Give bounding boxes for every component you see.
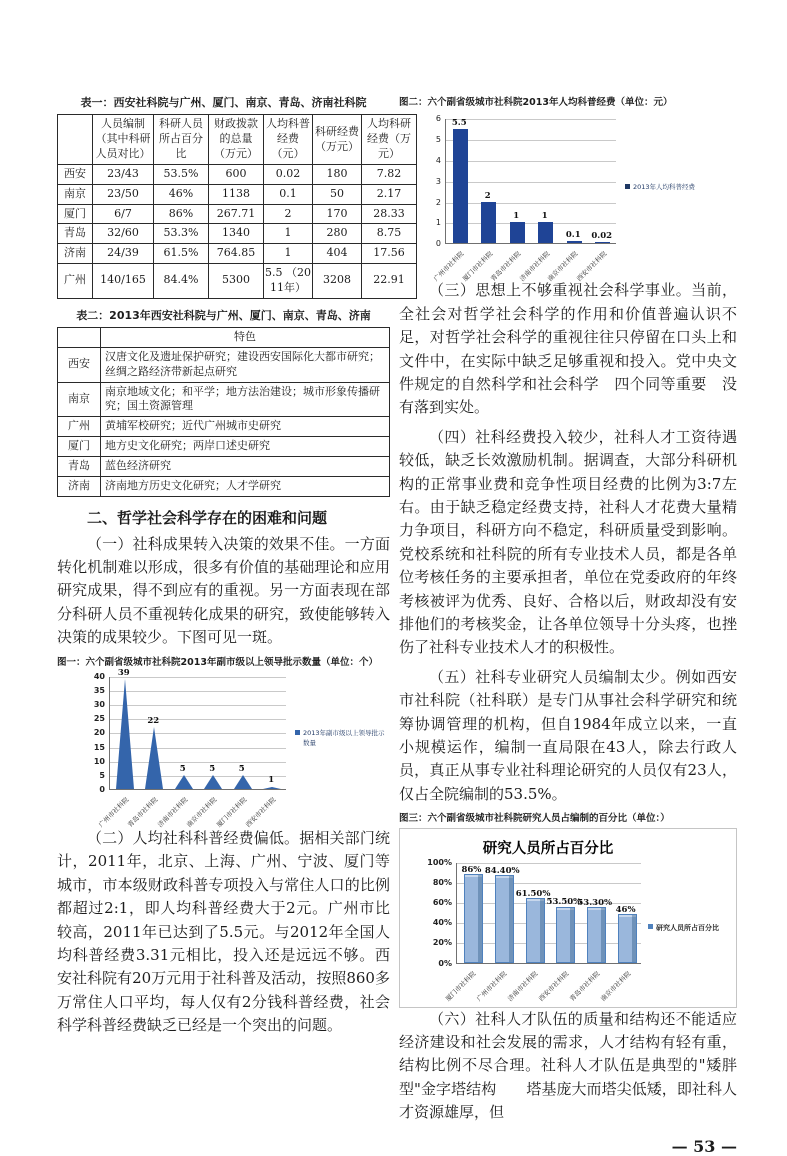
left-column bbox=[57, 96, 411, 1044]
row-city-cell: 厦门 bbox=[58, 204, 93, 224]
gridline bbox=[457, 923, 641, 924]
bar bbox=[587, 907, 606, 963]
table-row bbox=[58, 382, 390, 417]
bar bbox=[567, 241, 582, 243]
x-axis-label: 广州市社科院 bbox=[475, 969, 509, 1003]
row-city-cell: 厦门 bbox=[58, 437, 101, 457]
table-row bbox=[58, 244, 417, 264]
table-row bbox=[58, 184, 417, 204]
value-label: 46% bbox=[615, 905, 636, 916]
paragraph-4: （四）社科经费投入较少，社科人才工资待遇较低，缺乏长效激励机制。据调查，大部分科研机构的正常事业费和竞争性项目经费的比例为3:7左右。由于缺乏稳定经费支持，社科人才花费大量精力争项目，科研方向不稳定，科研质量受到影响。党校系统和社科院的所有专业技术人员，都是各单位考核任务的主要承担者，单位在党委政府的年终考核被评为优秀、良好、合格以后，财政却没有安排他们的考核奖金，让各单位领导十分头疼，也挫伤了社科专业技术人才的积极性。 bbox=[399, 427, 737, 657]
gridline bbox=[110, 748, 286, 749]
cone-bar bbox=[263, 787, 281, 789]
table-cell: 280 bbox=[313, 224, 362, 244]
feature-cell: 汉唐文化及遗址保护研究；建设西安国际化大都市研究；丝绸之路经济带新起点研究 bbox=[101, 347, 390, 382]
table-cell: 1138 bbox=[209, 184, 264, 204]
x-axis-label: 南京市社科院 bbox=[598, 969, 632, 1003]
x-axis-label: 南京市社科院 bbox=[546, 250, 580, 284]
table-cell: 6/7 bbox=[93, 204, 154, 224]
section-heading: 二、哲学社会科学存在的困难和问题 bbox=[87, 508, 328, 527]
table-cell: 267.71 bbox=[209, 204, 264, 224]
x-axis-label: 厦门市社科院 bbox=[460, 250, 495, 284]
x-axis-label: 厦门市社科院 bbox=[444, 969, 478, 1003]
legend-marker-icon bbox=[648, 924, 653, 929]
bar bbox=[464, 874, 483, 963]
table-cell: 8.75 bbox=[362, 224, 417, 244]
y-axis-tick-label: 3 bbox=[435, 176, 441, 186]
table-row bbox=[58, 204, 417, 224]
table-row bbox=[58, 417, 390, 437]
y-axis-tick-label: 40 bbox=[93, 671, 105, 681]
table-cell: 53.5% bbox=[154, 164, 209, 184]
table1-column-header bbox=[58, 115, 93, 165]
x-axis-label: 南京市社科院 bbox=[185, 795, 219, 829]
feature-cell: 济南地方历史文化研究；人才学研究 bbox=[101, 476, 390, 496]
value-label: 39 bbox=[117, 667, 130, 678]
table-cell: 0.1 bbox=[264, 184, 313, 204]
y-axis-tick-label: 1 bbox=[435, 218, 441, 228]
table-row bbox=[58, 456, 390, 476]
y-axis-tick-label: 0% bbox=[438, 958, 452, 968]
value-label: 53.30% bbox=[577, 897, 613, 908]
y-axis-tick-label: 5 bbox=[435, 135, 441, 145]
x-axis-label: 青岛市社科院 bbox=[489, 250, 523, 284]
figure2-caption: 图二：六个副省级城市社科院2013年人均科普经费（单位：元） bbox=[399, 97, 673, 108]
row-city-cell: 济南 bbox=[58, 476, 101, 496]
figure3-legend bbox=[648, 923, 732, 934]
table-cell: 180 bbox=[313, 164, 362, 184]
y-axis-tick-label: 0 bbox=[435, 239, 441, 249]
value-label: 86% bbox=[461, 864, 482, 875]
value-label: 1 bbox=[513, 211, 520, 222]
row-city-cell: 济南 bbox=[58, 244, 93, 264]
table-row bbox=[58, 224, 417, 244]
table-row bbox=[58, 164, 417, 184]
table-cell: 53.3% bbox=[154, 224, 209, 244]
gridline bbox=[110, 705, 286, 706]
value-label: 61.50% bbox=[515, 889, 551, 900]
row-city-cell: 南京 bbox=[58, 382, 101, 417]
page-number: — 53 — bbox=[671, 1136, 737, 1156]
value-label: 1 bbox=[541, 211, 548, 222]
plot-area bbox=[445, 119, 616, 244]
paragraph-5: （五）社科专业研究人员编制太少。例如西安市社科院（社科联）是专门从事社会科学研究和统筹协调管理的机构，但自1984年成立以来，一直小规模运作，编制一直局限在43人，除去行政人员，真正从事专业社科理论研究的人员仅有23人，仅占全院编制的53.5%。 bbox=[399, 667, 737, 803]
row-city-cell: 青岛 bbox=[58, 224, 93, 244]
figure2-legend bbox=[625, 183, 729, 193]
figure2-chart bbox=[399, 111, 737, 284]
value-label: 5 bbox=[209, 763, 216, 774]
legend-marker-icon bbox=[625, 184, 630, 189]
y-axis-tick-label: 40% bbox=[432, 918, 452, 928]
y-axis-tick-label: 100% bbox=[427, 857, 452, 867]
table-cell: 2.17 bbox=[362, 184, 417, 204]
bar bbox=[453, 129, 468, 244]
legend-label: 2013年副市级以上领导批示数量 bbox=[303, 728, 385, 747]
x-axis-label: 西安市社科院 bbox=[537, 969, 571, 1003]
row-city-cell: 青岛 bbox=[58, 456, 101, 476]
table-cell: 140/165 bbox=[93, 264, 154, 299]
paragraph-6: （六）社科人才队伍的质量和结构还不能适应经济建设和社会发展的需求，人才结构有轻有重，结构比例不尽合理。社科人才队伍是典型的"矮胖型"金字塔结构 塔基庞大而塔尖低矮，即社科人才资源雄厚，但 bbox=[399, 1009, 737, 1122]
bar bbox=[618, 914, 637, 962]
y-axis-tick-label: 25 bbox=[93, 714, 105, 724]
table-cell: 2 bbox=[264, 204, 313, 224]
gridline bbox=[446, 203, 616, 204]
legend-label: 研究人员所占百分比 bbox=[656, 923, 719, 932]
table-cell: 5300 bbox=[209, 264, 264, 299]
x-axis-label: 西安市社科院 bbox=[574, 250, 609, 284]
y-axis-tick-label: 20 bbox=[93, 728, 105, 738]
value-label: 1 bbox=[268, 775, 275, 786]
table-row bbox=[58, 347, 390, 382]
gridline bbox=[110, 691, 286, 692]
y-axis-tick-label: 60% bbox=[432, 897, 452, 907]
bar bbox=[595, 242, 610, 244]
value-label: 53.50% bbox=[546, 897, 582, 908]
table2-header-empty bbox=[58, 328, 101, 348]
table1-column-header: 人均科研经费（万元） bbox=[362, 115, 417, 165]
table-cell: 86% bbox=[154, 204, 209, 224]
table-cell: 1340 bbox=[209, 224, 264, 244]
table-cell: 28.33 bbox=[362, 204, 417, 224]
x-axis-label: 济南市社科院 bbox=[506, 969, 540, 1003]
x-axis-label: 济南市社科院 bbox=[517, 250, 552, 284]
gridline bbox=[446, 223, 616, 224]
table-cell: 7.82 bbox=[362, 164, 417, 184]
feature-cell: 地方史文化研究；两岸口述史研究 bbox=[101, 437, 390, 457]
table2-header-row bbox=[58, 328, 390, 348]
y-axis-tick-label: 6 bbox=[435, 114, 441, 124]
table1-caption: 表一：西安社科院与广州、厦门、南京、青岛、济南社科院 bbox=[80, 96, 367, 109]
table-cell: 32/60 bbox=[93, 224, 154, 244]
feature-cell: 蓝色经济研究 bbox=[101, 456, 390, 476]
cone-bar bbox=[116, 679, 134, 789]
table-cell: 84.4% bbox=[154, 264, 209, 299]
bar bbox=[495, 875, 514, 962]
paragraph-2: （二）人均社科科普经费偏低。据相关部门统计，2011年，北京、上海、广州、宁波、厦门等城市，市本级财政科普专项投入与常住人口的比例都超过2:1，即人均科普经费大于2元。广州市比较高，2011年已达到了5.5元。与2012年全国人均科普经费3.31元相比，投入还是远远不够。西安社科院有20万元用于社科普及活动，按照860多万常住人口平均，每人仅有2分钱科普经费，社会科学科普经费缺乏已经是一个突出的问题。 bbox=[57, 828, 390, 1035]
y-axis-tick-label: 2 bbox=[435, 197, 441, 207]
table-cell: 23/50 bbox=[93, 184, 154, 204]
table-cell: 1 bbox=[264, 224, 313, 244]
gridline bbox=[446, 182, 616, 183]
value-label: 5.5 bbox=[451, 117, 467, 128]
row-city-cell: 广州 bbox=[58, 264, 93, 299]
bar bbox=[556, 907, 575, 963]
table1-column-header: 科研人员所占百分比 bbox=[154, 115, 209, 165]
row-city-cell: 广州 bbox=[58, 417, 101, 437]
row-city-cell: 南京 bbox=[58, 184, 93, 204]
figure1-chart bbox=[57, 667, 390, 829]
x-axis-label: 厦门市社科院 bbox=[214, 795, 249, 829]
table-cell: 3208 bbox=[313, 264, 362, 299]
table-cell: 24/39 bbox=[93, 244, 154, 264]
table-row bbox=[58, 476, 390, 496]
table-cell: 404 bbox=[313, 244, 362, 264]
gridline bbox=[457, 943, 641, 944]
paragraph-1: （一）社科成果转入决策的效果不佳。一方面转化机制难以形成，很多有价值的基础理论和应用研究成果，得不到应有的重视。另一方面表现在部分科研人员不重视转化成果的研究，致使能够转入决策的成果较少。下图可见一斑。 bbox=[57, 534, 390, 647]
gridline bbox=[110, 762, 286, 763]
y-axis-tick-label: 30 bbox=[93, 700, 105, 710]
table-cell: 23/43 bbox=[93, 164, 154, 184]
y-axis-tick-label: 5 bbox=[99, 770, 105, 780]
table-row bbox=[58, 264, 417, 299]
y-axis-tick-label: 10 bbox=[93, 756, 105, 766]
feature-cell: 南京地域文化；和平学；地方法治建设；城市形象传播研究；国土资源管理 bbox=[101, 382, 390, 417]
row-city-cell: 西安 bbox=[58, 347, 101, 382]
cone-bar bbox=[175, 775, 193, 789]
table-row bbox=[58, 437, 390, 457]
value-label: 2 bbox=[484, 190, 491, 201]
bar bbox=[526, 898, 545, 962]
x-axis-label: 广州市社科院 bbox=[432, 250, 466, 284]
x-axis-label: 济南市社科院 bbox=[155, 795, 190, 829]
y-axis-tick-label: 15 bbox=[93, 742, 105, 752]
value-label: 22 bbox=[147, 715, 160, 726]
x-axis-label: 广州市社科院 bbox=[96, 795, 131, 829]
value-label: 0.02 bbox=[591, 230, 613, 241]
x-axis-label: 青岛市社科院 bbox=[567, 969, 602, 1003]
table-cell: 50 bbox=[313, 184, 362, 204]
x-axis-label: 青岛市社科院 bbox=[126, 795, 160, 829]
paragraph-3: （三）思想上不够重视社会科学事业。当前，全社会对哲学社会科学的作用和价值普遍认识不足，对哲学社会科学的重视往往只停留在口头上和文件中，在实际中缺乏足够重视和投入。党中央文件规定的自然科学和社会科学 四个同等重要 没有落到实处。 bbox=[399, 281, 737, 417]
right-column bbox=[399, 96, 737, 1156]
figure3-caption: 图三：六个副省级城市社科院研究人员占编制的百分比（单位：） bbox=[399, 813, 670, 825]
gridline bbox=[457, 883, 641, 884]
table1-header-row bbox=[58, 115, 417, 165]
gridline bbox=[446, 161, 616, 162]
y-axis-tick-label: 35 bbox=[93, 686, 105, 696]
table-cell: 61.5% bbox=[154, 244, 209, 264]
y-axis-tick-label: 20% bbox=[432, 938, 452, 948]
value-label: 84.40% bbox=[484, 866, 520, 877]
bar bbox=[481, 202, 496, 244]
table-cell: 46% bbox=[154, 184, 209, 204]
figure3-title: 研究人员所占百分比 bbox=[482, 840, 614, 857]
y-axis-tick-label: 4 bbox=[435, 155, 441, 165]
table2-caption: 表二：2013年西安社科院与广州、厦门、南京、青岛、济南 bbox=[76, 308, 371, 322]
row-city-cell: 西安 bbox=[58, 164, 93, 184]
feature-cell: 黄埔军校研究；近代广州城市史研究 bbox=[101, 417, 390, 437]
value-label: 5 bbox=[179, 763, 186, 774]
table-cell: 1 bbox=[264, 244, 313, 264]
value-label: 0.1 bbox=[565, 230, 581, 241]
gridline bbox=[110, 733, 286, 734]
y-axis-tick-label: 0 bbox=[99, 784, 105, 794]
figure1-legend bbox=[295, 729, 387, 749]
figure1-caption: 图一：六个副省级城市社科院2013年副市级以上领导批示数量（单位：个） bbox=[57, 656, 378, 668]
table-cell: 764.85 bbox=[209, 244, 264, 264]
table-cell: 5.5 （2011年） bbox=[264, 264, 313, 299]
table1-column-header: 人均科普经费（元） bbox=[264, 115, 313, 165]
legend-marker-icon bbox=[295, 730, 300, 735]
table1-column-header: 科研经费（万元） bbox=[313, 115, 362, 165]
table-cell: 600 bbox=[209, 164, 264, 184]
bar bbox=[510, 222, 525, 243]
table-cell: 0.02 bbox=[264, 164, 313, 184]
table1-column-header: 财政拨款的总量（万元） bbox=[209, 115, 264, 165]
table-cell: 170 bbox=[313, 204, 362, 224]
cone-bar bbox=[204, 775, 222, 789]
table-cell: 17.56 bbox=[362, 244, 417, 264]
x-axis-label: 西安市社科院 bbox=[244, 795, 278, 829]
gridline bbox=[457, 863, 641, 864]
y-axis-tick-label: 80% bbox=[432, 877, 452, 887]
table2 bbox=[57, 327, 390, 497]
table1-column-header: 人员编制（其中科研人员对比） bbox=[93, 115, 154, 165]
legend-label: 2013年人均科普经费 bbox=[633, 183, 696, 192]
table2-header-feature: 特色 bbox=[101, 328, 390, 348]
figure3-chart bbox=[399, 828, 737, 1008]
gridline bbox=[446, 140, 616, 141]
table1 bbox=[57, 114, 417, 298]
cone-bar bbox=[145, 727, 163, 789]
value-label: 5 bbox=[238, 763, 245, 774]
table-cell: 22.91 bbox=[362, 264, 417, 299]
